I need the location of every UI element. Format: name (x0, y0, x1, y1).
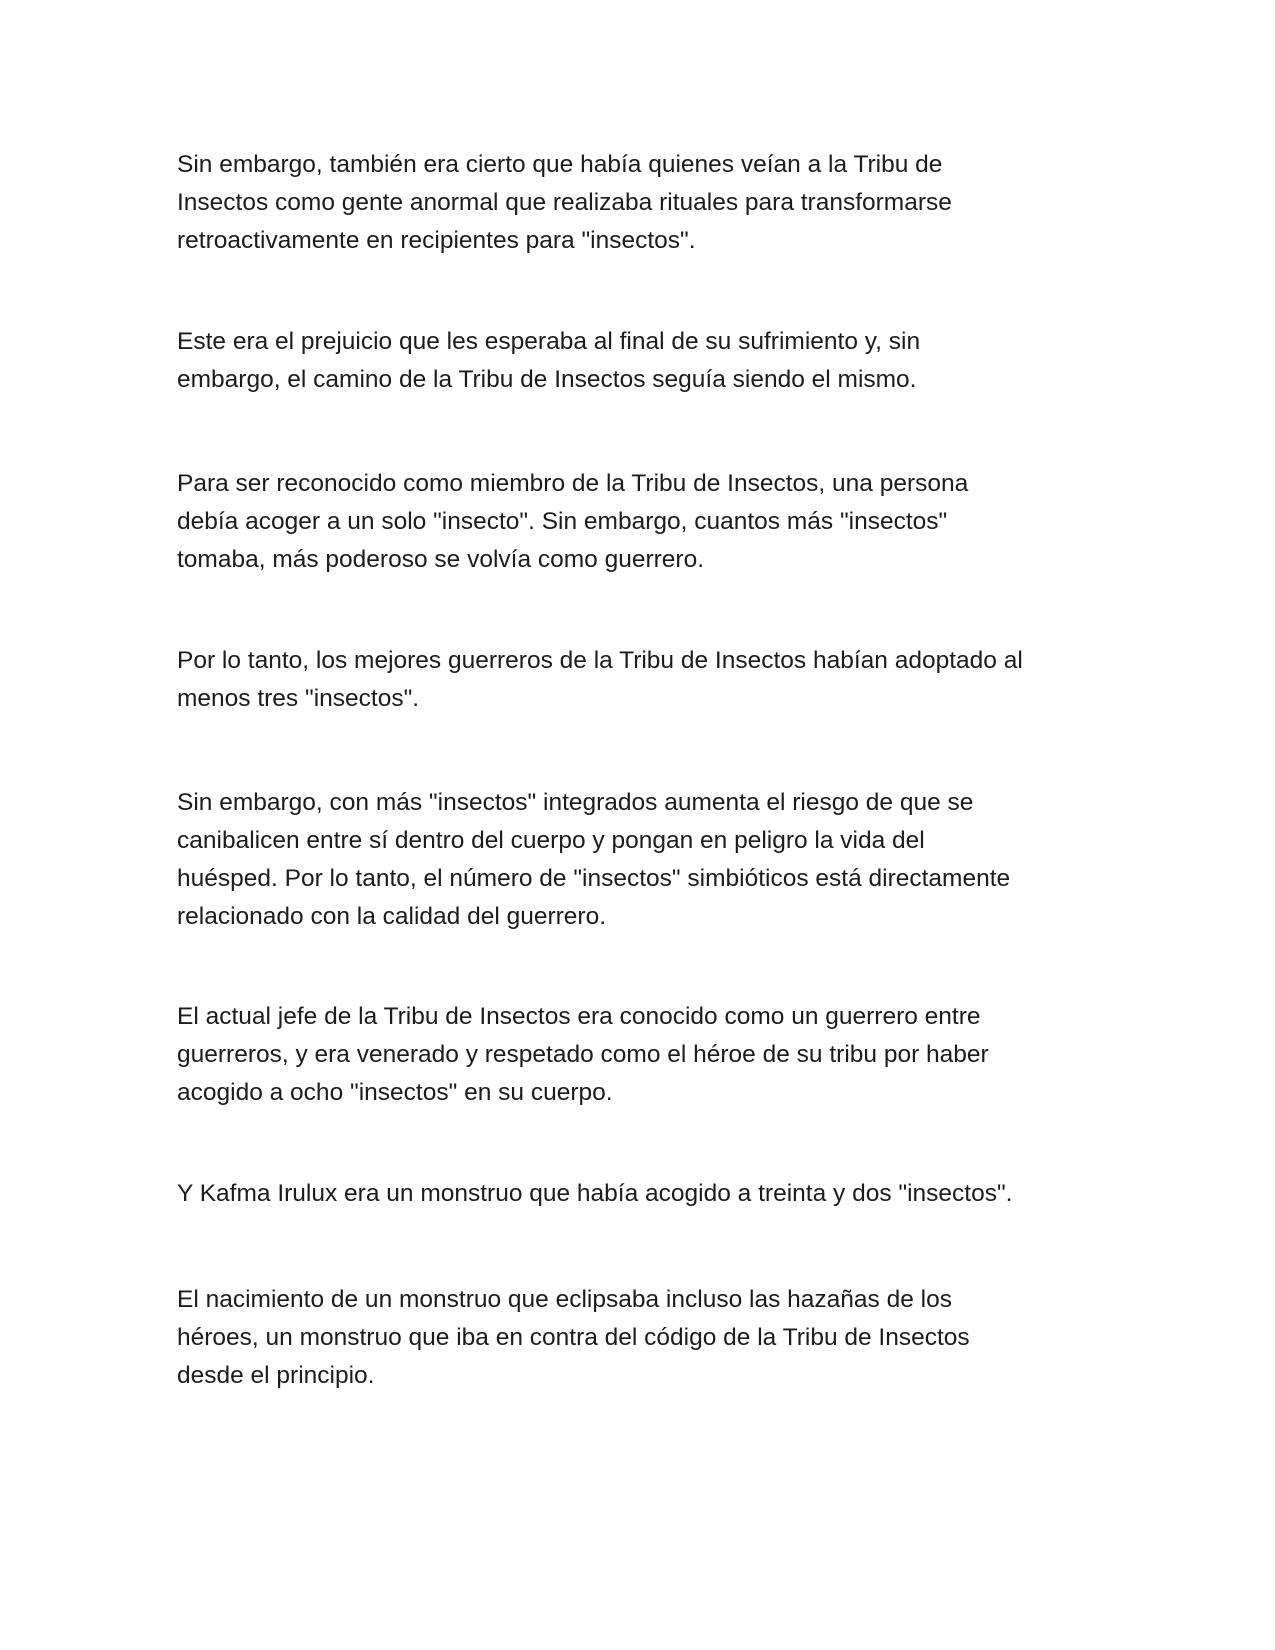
text-line: relacionado con la calidad del guerrero. (177, 903, 607, 930)
text-line: tomaba, más poderoso se volvía como guerrero. (177, 546, 705, 573)
text-line: retroactivamente en recipientes para "insectos". (177, 227, 696, 254)
text-line: héroes, un monstruo que iba en contra del código de la Tribu de Insectos (177, 1324, 970, 1351)
paragraph (177, 1175, 1107, 1213)
text-line: Este era el prejuicio que les esperaba al final de su sufrimiento y, sin (177, 328, 921, 355)
text-line: embargo, el camino de la Tribu de Insectos seguía siendo el mismo. (177, 366, 917, 393)
text-line: Y Kafma Irulux era un monstruo que había acogido a treinta y dos "insectos". (177, 1180, 1013, 1207)
text-line: desde el principio. (177, 1362, 375, 1389)
text-line: Por lo tanto, los mejores guerreros de la Tribu de Insectos habían adoptado al (177, 647, 1023, 674)
paragraph (177, 1281, 1107, 1395)
paragraph (177, 146, 1107, 260)
text-line: guerreros, y era venerado y respetado como el héroe de su tribu por haber (177, 1041, 989, 1068)
paragraph (177, 998, 1107, 1112)
text-line: acogido a ocho "insectos" en su cuerpo. (177, 1079, 613, 1106)
text-line: El actual jefe de la Tribu de Insectos era conocido como un guerrero entre (177, 1003, 981, 1030)
text-line: El nacimiento de un monstruo que eclipsaba incluso las hazañas de los (177, 1286, 952, 1313)
paragraph (177, 784, 1107, 936)
paragraph (177, 465, 1107, 579)
text-line: debía acoger a un solo "insecto". Sin embargo, cuantos más "insectos" (177, 508, 948, 535)
text-line: Sin embargo, también era cierto que había quienes veían a la Tribu de (177, 151, 943, 178)
text-line: huésped. Por lo tanto, el número de "insectos" simbióticos está directamente (177, 865, 1011, 892)
text-line: menos tres "insectos". (177, 685, 420, 712)
text-line: Para ser reconocido como miembro de la Tribu de Insectos, una persona (177, 470, 969, 497)
paragraph (177, 323, 1107, 399)
text-line: Insectos como gente anormal que realizaba rituales para transformarse (177, 189, 952, 216)
text-line: canibalicen entre sí dentro del cuerpo y pongan en peligro la vida del (177, 827, 925, 854)
text-line: Sin embargo, con más "insectos" integrados aumenta el riesgo de que se (177, 789, 974, 816)
paragraph (177, 642, 1107, 718)
